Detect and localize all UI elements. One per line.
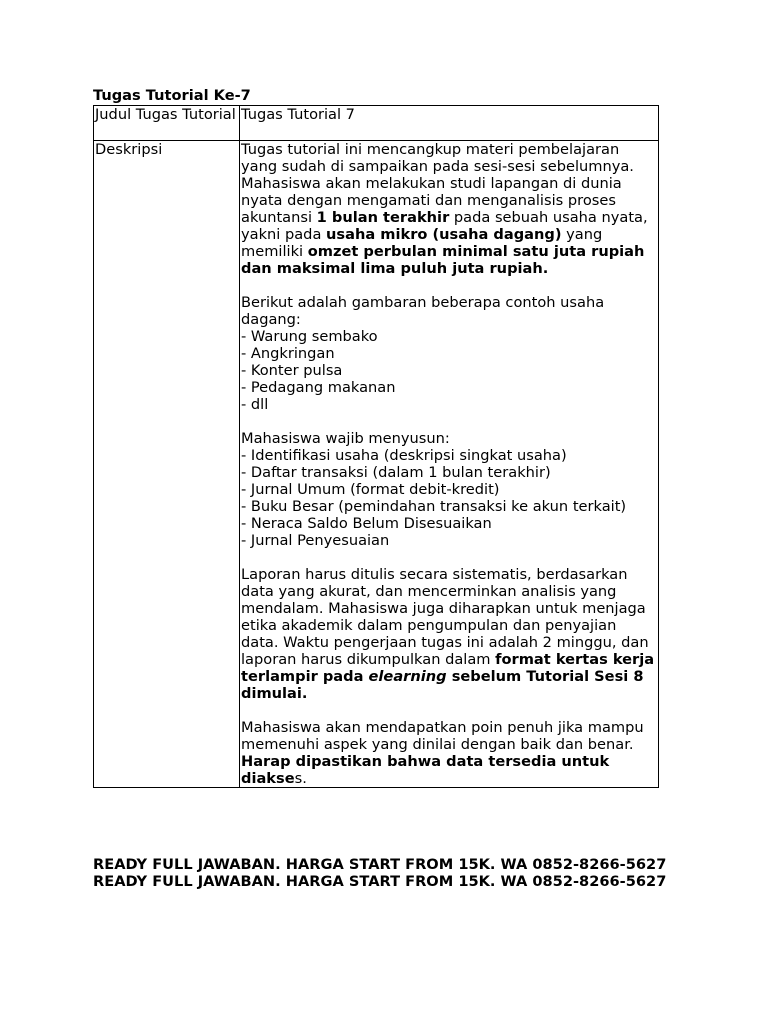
assignment-table (93, 105, 659, 788)
text-run: Mahasiswa akan mendapatkan poin penuh jika mampu memenuhi aspek yang dinilai dengan baik dan benar. (241, 719, 644, 753)
list-item: - Warung sembako (241, 328, 378, 345)
text-run: sebelum Tutorial Sesi 8 dimulai. (241, 668, 644, 702)
examples-intro: Berikut adalah gambaran beberapa contoh usaha dagang: (241, 294, 605, 328)
list-item: - Angkringan (241, 345, 335, 362)
text-run: omzet perbulan minimal satu juta rupiah dan maksimal lima puluh juta rupiah. (241, 243, 645, 277)
list-item: - Jurnal Umum (format debit-kredit) (241, 481, 500, 498)
paragraph-examples (241, 294, 657, 413)
table-row-description (94, 141, 659, 788)
list-item: - Daftar transaksi (dalam 1 bulan terakhir) (241, 464, 551, 481)
description-cell (240, 141, 659, 788)
text-run: format kertas kerja terlampir pada (241, 651, 655, 685)
text-run: elearning (368, 668, 447, 685)
list-item: - Neraca Saldo Belum Disesuaikan (241, 515, 492, 532)
text-run: s. (294, 770, 307, 787)
list-item: - Jurnal Penyesuaian (241, 532, 390, 549)
list-item: - Konter pulsa (241, 362, 343, 379)
text-run: Laporan harus ditulis secara sistematis, berdasarkan data yang akurat, dan mencerminkan analisis yang mendalam. Mahasiswa juga diharapkan untuk menjaga etika akademik dalam pengumpulan dan penyajian data. Waktu pengerjaan tugas ini adalah 2 minggu, dan laporan harus dikumpulkan dalam (241, 566, 649, 668)
text-run: 1 bulan terakhir (316, 209, 450, 226)
paragraph-intro (241, 141, 657, 277)
label-deskripsi: Deskripsi (94, 141, 240, 788)
text-run: Harap dipastikan bahwa data tersedia untuk diakse (241, 753, 610, 787)
requirements-intro: Mahasiswa wajib menyusun: (241, 430, 450, 447)
table-row-title (94, 106, 659, 141)
text-run: pada sebuah usaha nyata, yakni pada (241, 209, 648, 243)
promo-line: READY FULL JAWABAN. HARGA START FROM 15K. WA 0852-8266-5627 (93, 873, 667, 890)
paragraph-requirements (241, 430, 657, 549)
list-item: - dll (241, 396, 269, 413)
promo-footer (93, 856, 673, 890)
list-item: - Pedagang makanan (241, 379, 396, 396)
list-item: - Buku Besar (pemindahan transaksi ke akun terkait) (241, 498, 627, 515)
document-page (93, 87, 659, 788)
text-run: Tugas tutorial ini mencangkup materi pembelajaran yang sudah di sampaikan pada sesi-sesi sebelumnya. Mahasiswa akan melakukan studi lapangan di dunia nyata dengan mengamati dan menganalisis proses akuntansi (241, 141, 634, 226)
paragraph-report-rules (241, 566, 657, 702)
text-run: usaha mikro (usaha dagang) (326, 226, 562, 243)
text-run: yang memiliki (241, 226, 603, 260)
promo-line: READY FULL JAWABAN. HARGA START FROM 15K. WA 0852-8266-5627 (93, 856, 667, 873)
document-title: Tugas Tutorial Ke-7 (93, 87, 251, 104)
paragraph-grading (241, 719, 657, 787)
label-judul-tugas: Judul Tugas Tutorial (94, 106, 240, 141)
list-item: - Identifikasi usaha (deskripsi singkat usaha) (241, 447, 567, 464)
value-judul-tugas: Tugas Tutorial 7 (240, 106, 659, 141)
